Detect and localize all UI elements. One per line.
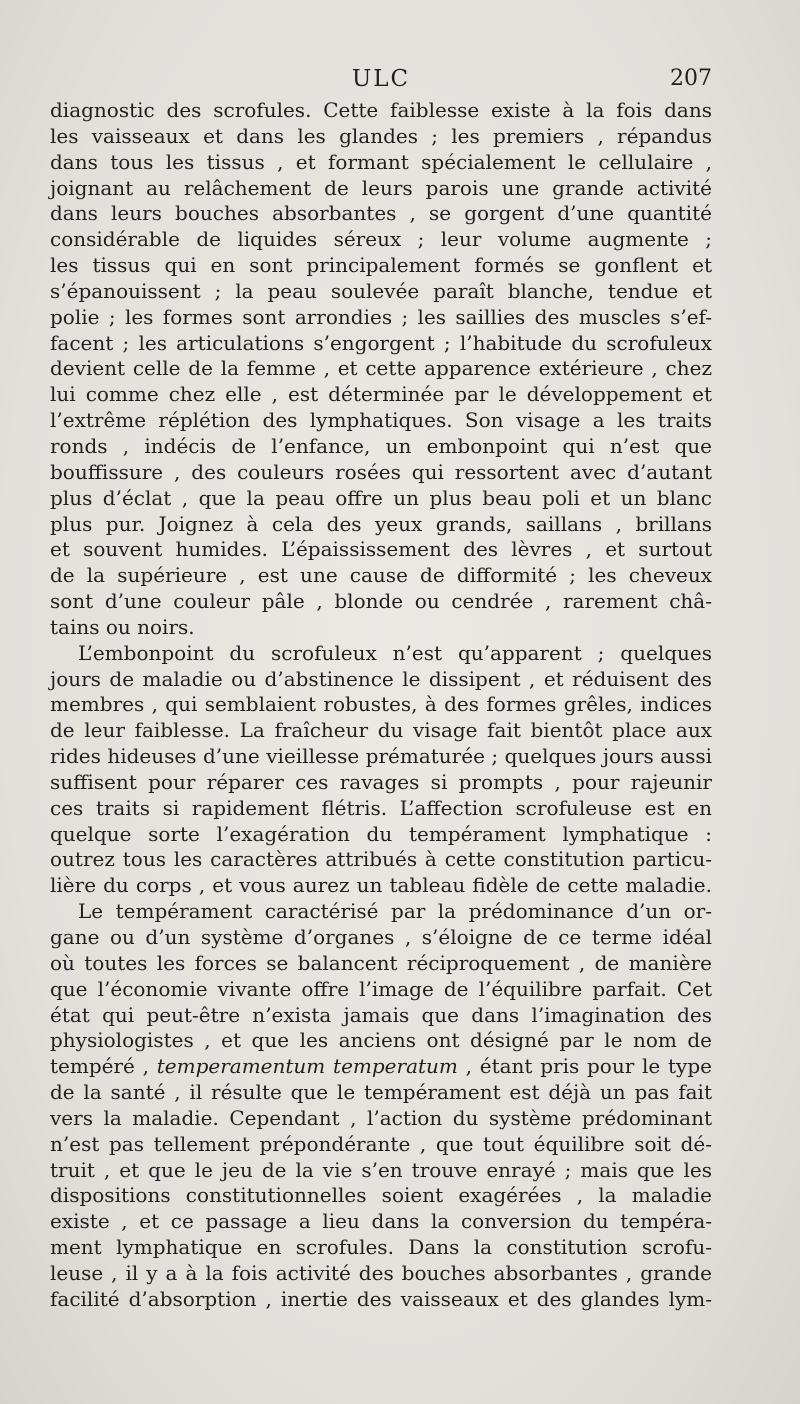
text-line-with-italic — [50, 1054, 712, 1080]
text-line: et souvent humides. L’épaississement des lèvres , et surtout — [50, 537, 712, 562]
text-line: n’est pas tellement prépondérante , que tout équilibre soit dé- — [50, 1131, 712, 1156]
text-segment: tempéré , — [50, 1054, 157, 1079]
text-line: facilité d’absorption , inertie des vaisseaux et des glandes lym- — [50, 1286, 712, 1311]
text-line: facent ; les articulations s’engorgent ; l’habitude du scrofuleux — [50, 330, 712, 355]
text-line: existe , et ce passage a lieu dans la conversion du tempéra- — [50, 1209, 712, 1234]
text-line: les vaisseaux et dans les glandes ; les premiers , répandus — [50, 123, 712, 148]
text-line: gane ou d’un système d’organes , s’éloigne de ce terme idéal — [50, 925, 712, 949]
text-line: plus pur. Joignez à cela des yeux grands, saillans , brillans — [50, 511, 712, 536]
text-line: s’épanouissent ; la peau soulevée paraît blanche, tendue et — [50, 278, 712, 303]
text-line: état qui peut-être n’exista jamais que dans l’imagination des — [50, 1002, 712, 1027]
paragraph-end-line: lière du corps , et vous aurez un tableau fidèle de cette maladie. — [50, 873, 712, 898]
page-number: 207 — [670, 66, 712, 91]
text-segment: , étant pris pour le type — [457, 1054, 712, 1079]
text-line: suffisent pour réparer ces ravages si prompts , pour rajeunir — [50, 769, 712, 794]
text-line: devient celle de la femme , et cette apparence extérieure , chez — [50, 356, 712, 381]
text-line: dans tous les tissus , et formant spécialement le cellulaire , — [50, 149, 712, 174]
text-line: de la santé , il résulte que le tempérament est déjà un pas fait — [50, 1080, 712, 1105]
text-line: quelque sorte l’exagération du tempérament lymphatique : — [50, 821, 712, 846]
text-line: ronds , indécis de l’enfance, un embonpoint qui n’est que — [50, 433, 712, 458]
text-line: dispositions constitutionnelles soient exagérées , la maladie — [50, 1183, 712, 1208]
text-line: l’extrême réplétion des lymphatiques. Son visage a les traits — [50, 408, 712, 433]
italic-latin-term: temperamentum temperatum — [156, 1054, 458, 1079]
text-line: de la supérieure , est une cause de difformité ; les cheveux — [50, 563, 712, 588]
text-line: dans leurs bouches absorbantes , se gorgent d’une quantité — [50, 201, 712, 226]
text-line: ment lymphatique en scrofules. Dans la constitution scrofu- — [50, 1235, 712, 1260]
text-line: lui comme chez elle , est déterminée par le développement et — [50, 382, 712, 407]
text-line: que l’économie vivante offre l’image de l’équilibre parfait. Cet — [50, 976, 712, 1001]
text-line: sont d’une couleur pâle , blonde ou cendrée , rarement châ- — [50, 589, 712, 614]
paragraph-end-line: tains ou noirs. — [50, 614, 195, 639]
text-line: physiologistes , et que les anciens ont désigné par le nom de — [50, 1028, 712, 1053]
running-title: ULC — [351, 66, 411, 92]
text-line: leuse , il y a à la fois activité des bouches absorbantes , grande — [50, 1260, 712, 1285]
text-line: polie ; les formes sont arrondies ; les saillies des muscles s’ef- — [50, 304, 712, 329]
running-head — [50, 66, 712, 100]
text-line: jours de maladie ou d’abstinence le dissipent , et réduisent des — [50, 666, 712, 691]
text-line: de leur faiblesse. La fraîcheur du visage fait bientôt place aux — [50, 718, 712, 743]
text-line: diagnostic des scrofules. Cette faiblesse existe à la fois dans — [50, 98, 712, 122]
text-line: membres , qui semblaient robustes, à des formes grêles, indices — [50, 692, 712, 717]
text-line: les tissus qui en sont principalement formés se gonflent et — [50, 253, 712, 278]
text-line: rides hideuses d’une vieillesse prématurée ; quelques jours aussi — [50, 744, 712, 769]
text-line: joignant au relâchement de leurs parois une grande activité — [50, 175, 712, 200]
text-line: outrez tous les caractères attribués à cette constitution particu- — [50, 847, 712, 872]
paragraph-start-line: Le tempérament caractérisé par la prédominance d’un or- — [78, 899, 712, 924]
text-line: truit , et que le jeu de la vie s’en trouve enrayé ; mais que les — [50, 1157, 712, 1182]
text-line: considérable de liquides séreux ; leur volume augmente ; — [50, 227, 712, 252]
paragraph-start-line: L’embonpoint du scrofuleux n’est qu’apparent ; quelques — [78, 640, 712, 665]
text-line: vers la maladie. Cependant , l’action du système prédominant — [50, 1105, 712, 1130]
text-line: ces traits si rapidement flétris. L’affection scrofuleuse est en — [50, 795, 712, 820]
text-line: bouffissure , des couleurs rosées qui ressortent avec d’autant — [50, 459, 712, 484]
text-line: où toutes les forces se balancent réciproquement , de manière — [50, 950, 712, 975]
body-text — [50, 98, 712, 1313]
text-line: plus d’éclat , que la peau offre un plus beau poli et un blanc — [50, 485, 712, 510]
